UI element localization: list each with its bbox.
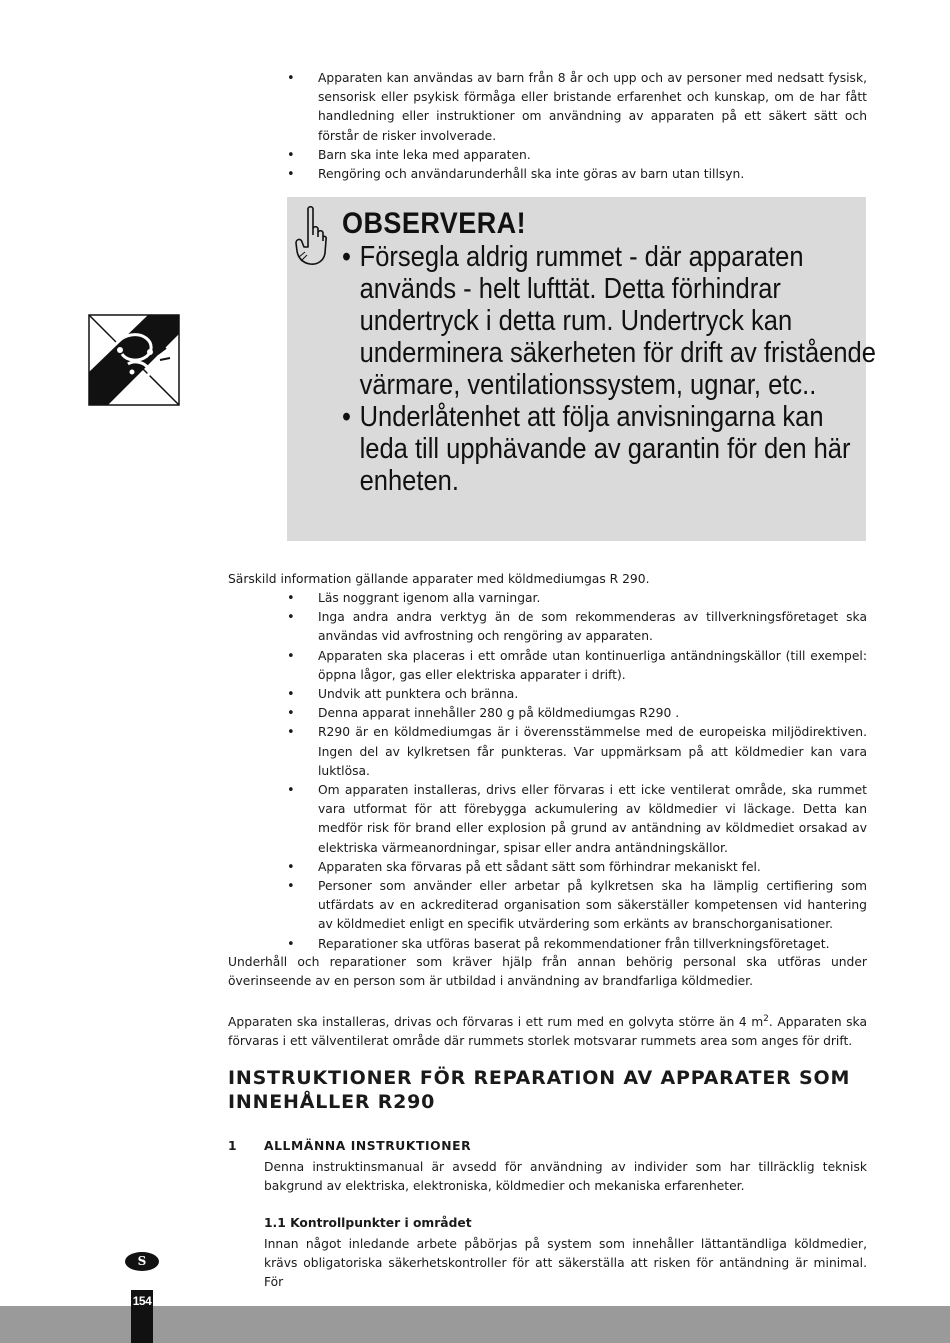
warning-item: • Underlåtenhet att följa anvisningarna kan leda till upphävande av garantin för den här enheten. xyxy=(342,401,879,497)
install-paragraph xyxy=(228,1010,867,1052)
intro-bullet-list xyxy=(287,69,867,184)
subsubsection-text: Innan något inledande arbete påbörjas på system som innehåller lättantändliga köldmedier, krävs obligatoriska säkerhetskontroller för att säkerställa att risken för antändning är minimal. För xyxy=(264,1237,867,1290)
list-item: • Reparationer ska utföras baserat på rekommendationer från tillverkningsföretaget. xyxy=(287,935,867,954)
list-item: • Apparaten ska placeras i ett område utan kontinuerliga antändningskällor (till exempel: öppna lågor, gas eller elektriska apparater i drift). xyxy=(287,647,867,685)
list-item: • Denna apparat innehåller 280 g på köldmediumgas R290 . xyxy=(287,704,867,723)
list-item: • Undvik att punktera och bränna. xyxy=(287,685,867,704)
no-sealed-room-icon xyxy=(88,314,180,406)
list-item: • R290 är en köldmediumgas är i överensstämmelse med de europeiska miljödirektiven. Ingen del av kylkretsen får punkteras. Var uppmärksam på att köldmedier kan vara luktlösa. xyxy=(287,723,867,781)
warning-title: OBSERVERA! xyxy=(342,207,527,240)
list-item: • Apparaten ska förvaras på ett sådant sätt som förhindrar mekaniskt fel. xyxy=(287,858,867,877)
subsection-number: 1 xyxy=(228,1139,238,1153)
r290-bullet-list xyxy=(287,589,867,954)
section-heading: INSTRUKTIONER FÖR REPARATION AV APPARATER SOM INNEHÅLLER R290 xyxy=(228,1067,851,1113)
subsection-text: Denna instruktinsmanual är avsedd för användning av individer som har tillräcklig teknisk bakgrund av elektriska, elektroniska, köldmedier och mekaniska erfarenheter. xyxy=(264,1160,867,1194)
r290-intro: Särskild information gällande apparater med köldmediumgas R 290. xyxy=(228,572,650,586)
install-text-after: . Apparaten ska förvaras i ett välventilerat område där rummets storlek motsvarar rummets area som anges för drift. xyxy=(228,1015,867,1049)
list-item: • Rengöring och användarunderhåll ska inte göras av barn utan tillsyn. xyxy=(287,165,867,184)
subsubsection-title: 1.1 Kontrollpunkter i området xyxy=(264,1216,472,1230)
subsection-title: ALLMÄNNA INSTRUKTIONER xyxy=(264,1139,472,1153)
list-item: • Om apparaten installeras, drivs eller förvaras i ett icke ventilerat område, ska rummet vara utformat för att förebygga ackumulering av köldmedier vi läckage. Detta kan medför risk för brand eller explosion på grund av antändning av köldmediet orsakad av elektriska värmeanordningar, spisar eller andra antändningskällor. xyxy=(287,781,867,858)
warning-list xyxy=(342,241,876,497)
pointing-hand-icon xyxy=(293,205,327,267)
list-item: • Läs noggrant igenom alla varningar. xyxy=(287,589,867,608)
warning-box xyxy=(287,197,876,541)
area-unit-exponent: 2 xyxy=(763,1014,769,1024)
install-text-before: Apparaten ska installeras, drivas och förvaras i ett rum med en golvyta större än 4 m xyxy=(228,1015,764,1030)
list-item: • Inga andra andra verktyg än de som rekommenderas av tillverkningsföretaget ska användas vid avfrostning och rengöring av apparaten. xyxy=(287,608,867,646)
page-number: 154 xyxy=(132,1294,152,1308)
language-badge: S xyxy=(125,1252,159,1271)
list-item: • Personer som använder eller arbetar på kylkretsen ska ha lämplig certifiering som utfärdats av en ackrediterad organisation som säkerställer kompetensen vid hantering av köldmediet enligt en specifik utvärdering som erkänts av branschorganisationer. xyxy=(287,877,867,935)
warning-item: • Försegla aldrig rummet - där apparaten används - helt lufttät. Detta förhindrar undertryck i detta rum. Undertryck kan underminera säkerheten för drift av fristående värmare, ventilationssystem, ugnar, etc.. xyxy=(342,241,879,401)
list-item: • Apparaten kan användas av barn från 8 år och upp och av personer med nedsatt fysisk, sensorisk eller psykisk förmåga eller bristande erfarenhet och kunskap, om de har fått handledning eller instruktioner om användning av apparaten på ett säkert sätt och förstår de risker involverade. xyxy=(287,69,867,146)
list-item: • Barn ska inte leka med apparaten. xyxy=(287,146,867,165)
maintenance-paragraph: Underhåll och reparationer som kräver hjälp från annan behörig personal ska utföras under överinseende av en person som är utbildad i användning av brandfarliga köldmedier. xyxy=(228,955,867,989)
